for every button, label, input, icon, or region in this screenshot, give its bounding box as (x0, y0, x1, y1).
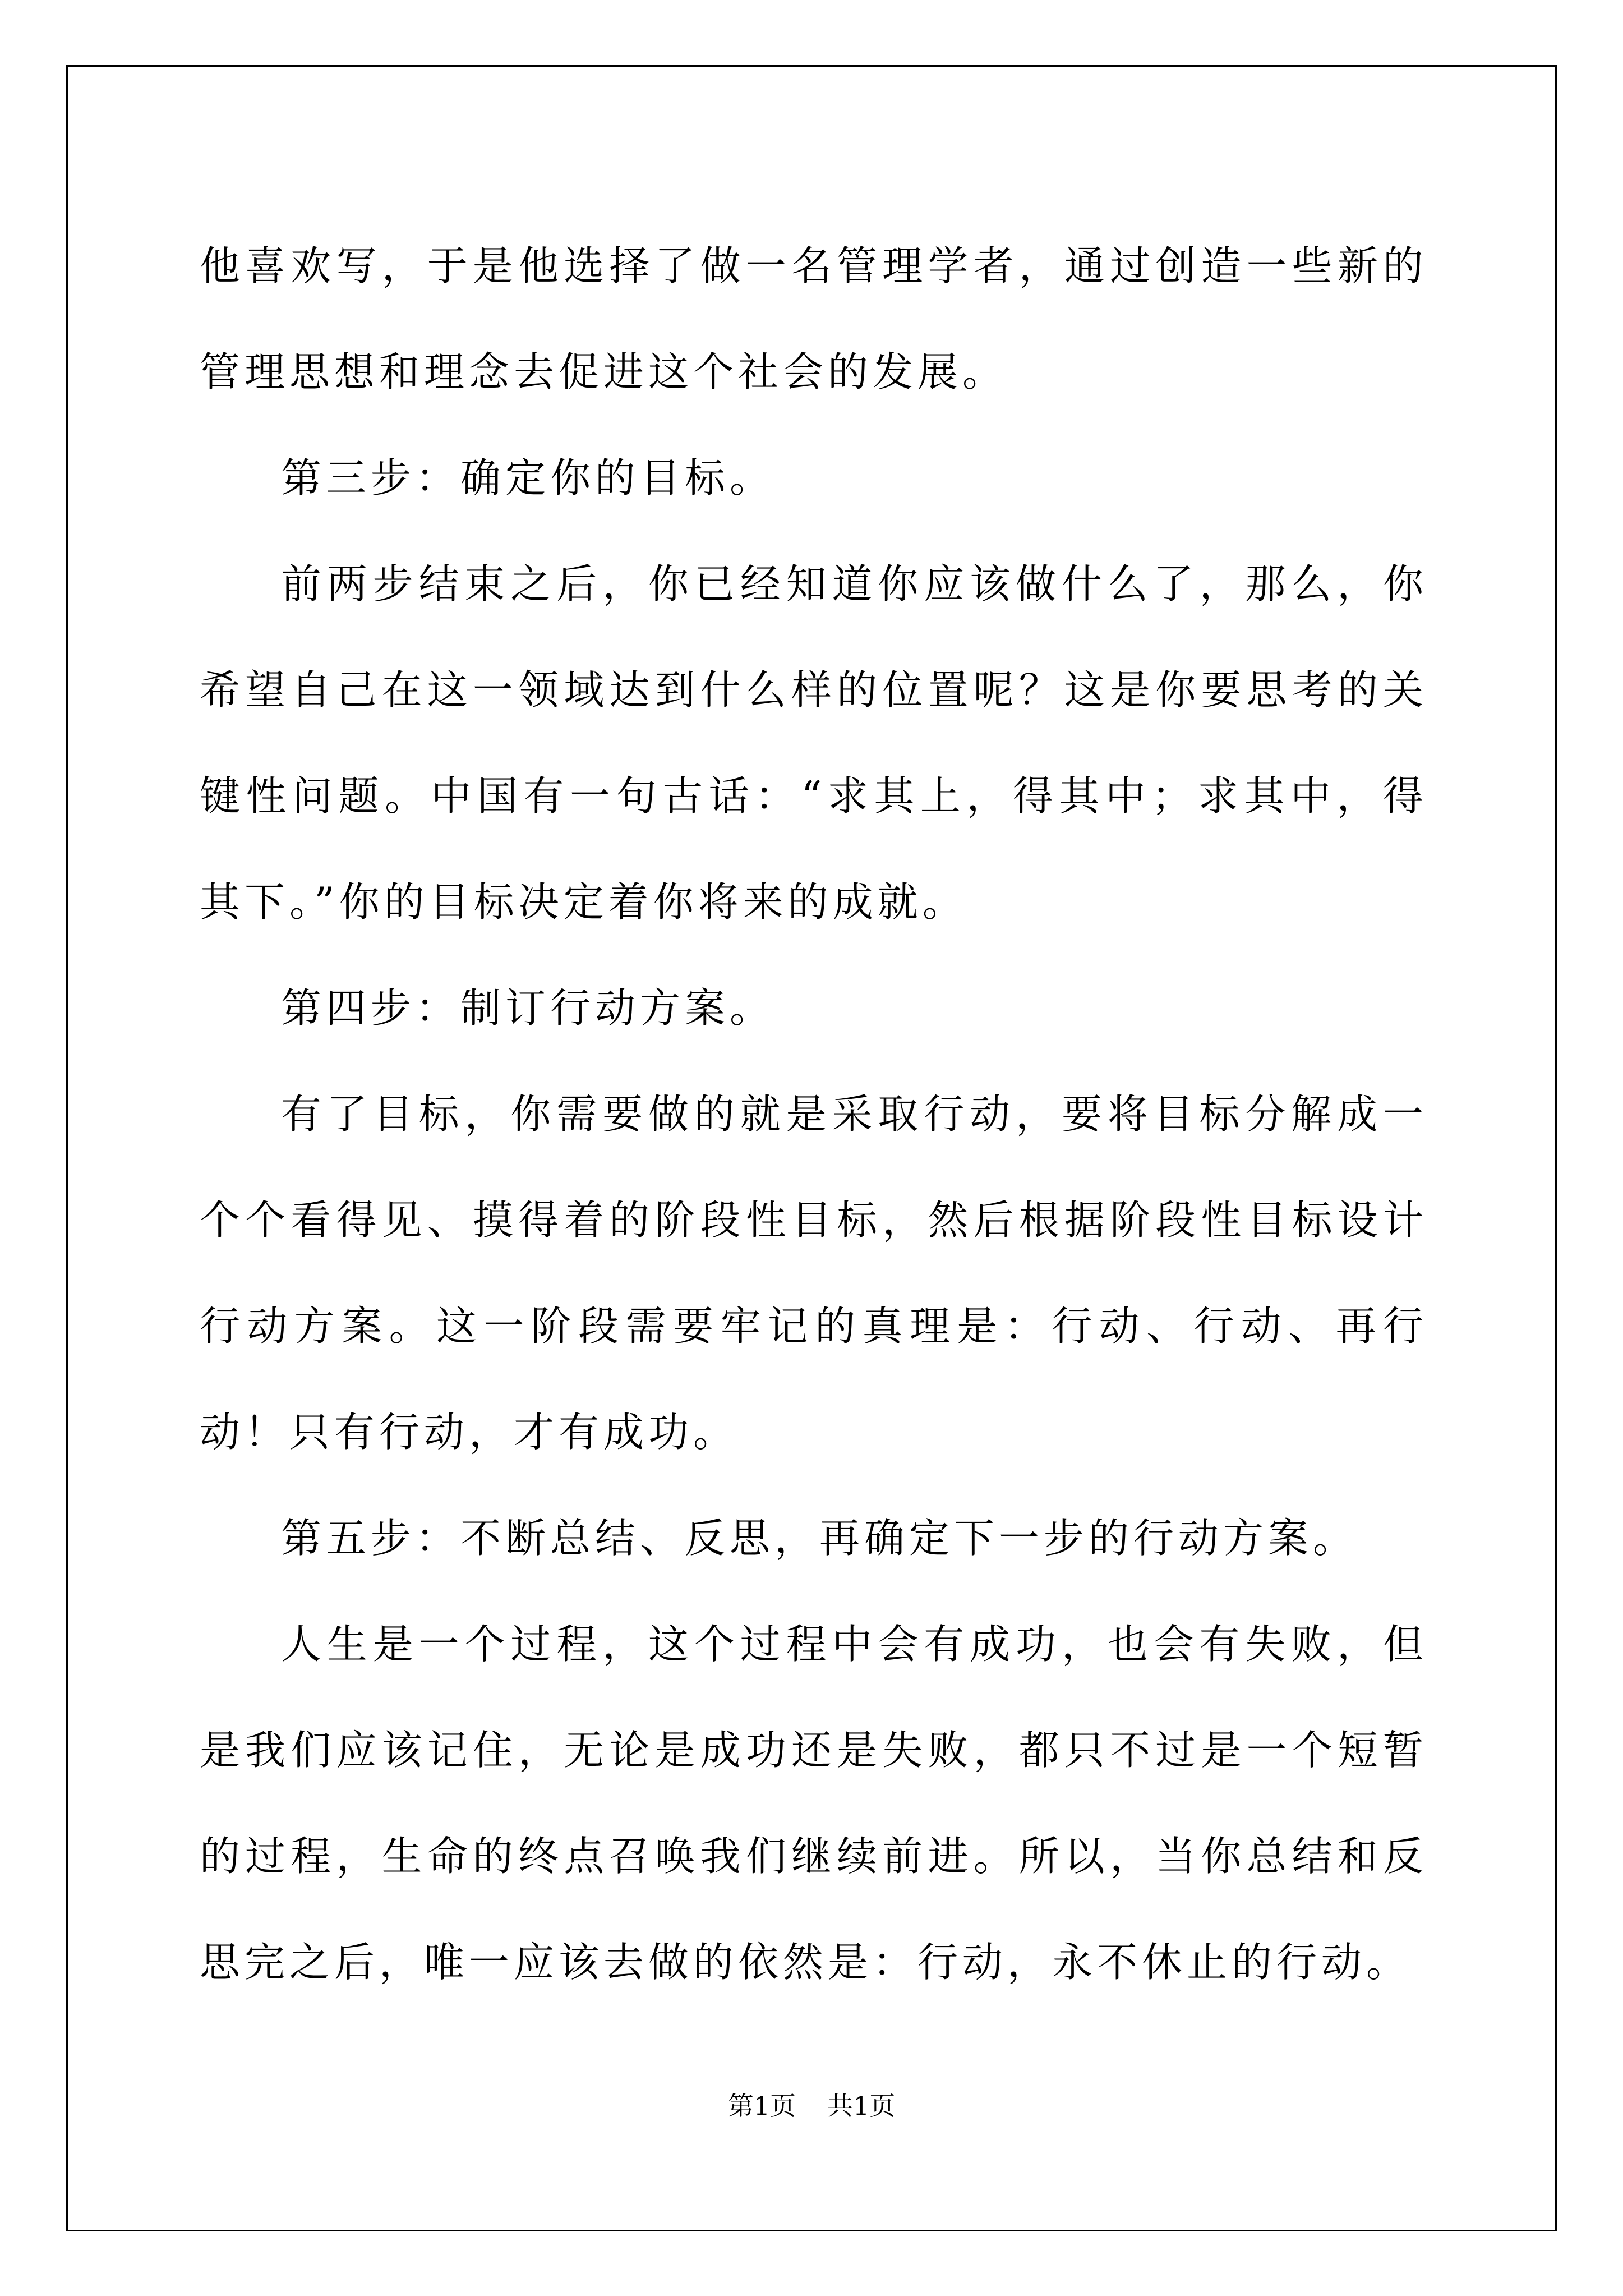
step-five-heading: 第五步：不断总结、反思，再确定下一步的行动方案。 (281, 1515, 1358, 1562)
paragraph-action-plan: 有了目标，你需要做的就是采取行动，要将目标分解成一个个看得见、摸得着的阶段性目标，然后根据阶段性目标设计行动方案。这一阶段需要牢记的真理是：行动、行动、再行动！只有行动，才有成功。 (200, 1091, 1428, 1456)
page-footer (0, 2089, 1623, 2123)
page-total: 共1页 (827, 2091, 896, 2121)
step-four-heading: 第四步：制订行动方案。 (281, 984, 775, 1032)
paragraph-continuation: 他喜欢写，于是他选择了做一名管理学者，通过创造一些新的管理思想和理念去促进这个社会的发展。 (200, 242, 1428, 395)
document-body (200, 213, 1428, 2016)
paragraph-reflection: 人生是一个过程，这个过程中会有成功，也会有失败，但是我们应该记住，无论是成功还是失败，都只不过是一个短暂的过程，生命的终点召唤我们继续前进。所以，当你总结和反思完之后，唯一应该去做的依然是：行动，永不休止的行动。 (200, 1621, 1428, 1986)
step-three-heading: 第三步：确定你的目标。 (281, 454, 775, 501)
page-current: 第1页 (727, 2091, 796, 2121)
paragraph-goal: 前两步结束之后，你已经知道你应该做什么了，那么，你希望自己在这一领域达到什么样的位置呢？这是你要思考的关键性问题。中国有一句古话：“求其上，得其中；求其中，得其下。”你的目标决定着你将来的成就。 (200, 560, 1428, 926)
